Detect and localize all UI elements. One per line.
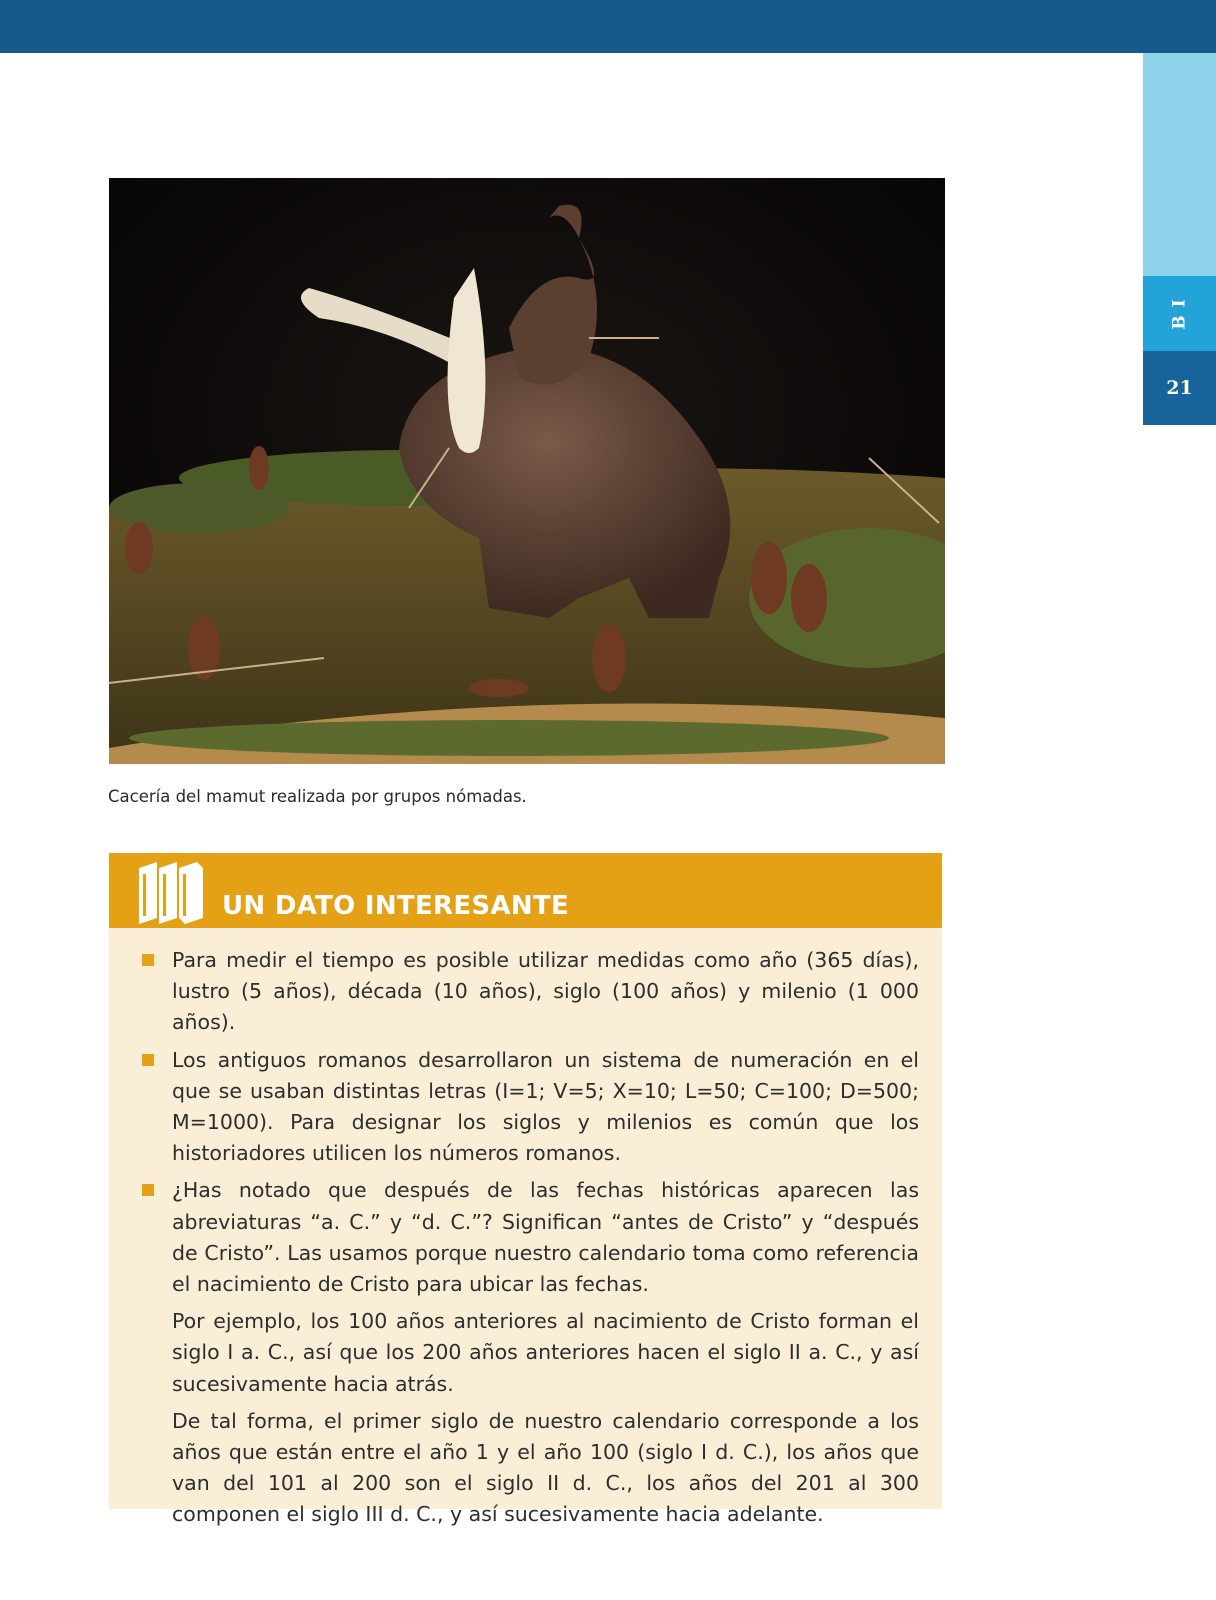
bullet-square-icon (142, 1054, 154, 1066)
mammoth-hunt-photo (109, 178, 945, 764)
photo-caption: Cacería del mamut realizada por grupos nómadas. (108, 787, 527, 806)
fact-title: UN DATO INTERESANTE (222, 891, 570, 921)
fact-box (109, 853, 942, 1527)
fact-item (172, 945, 919, 1039)
fact-item (172, 1175, 919, 1300)
block-label: B I (1169, 297, 1190, 330)
fact-paragraph: De tal forma, el primer siglo de nuestro calendario corresponde a los años que están entre el año 1 y el año 100 (siglo I d. C.), los años que van del 101 al 200 son el siglo II d. C., los años del 201 al 300 componen el siglo III d. C., y así sucesivamente hacia adelante. (172, 1408, 919, 1527)
fact-item-text: ¿Has notado que después de las fechas históricas aparecen las abreviaturas “a. C.” y “d. C.”? Significan “antes de Cristo” y “después de Cristo”. Las usamos porque nuestro calendario toma como referencia el nacimiento de Cristo para ubicar las fechas. (172, 1178, 919, 1297)
block-tab (1143, 276, 1216, 351)
bullet-square-icon (142, 954, 154, 966)
top-bar (0, 0, 1216, 53)
fact-paragraph: Por ejemplo, los 100 años anteriores al nacimiento de Cristo forman el siglo I a. C., así que los 200 años anteriores hacen el siglo II a. C., y así sucesivamente hacia atrás. (172, 1309, 919, 1396)
bullet-square-icon (142, 1184, 154, 1196)
side-tab-decoration (1143, 53, 1216, 276)
fact-item (172, 1045, 919, 1170)
fact-item-text: Los antiguos romanos desarrollaron un sistema de numeración en el que se usaban distintas letras (I=1; V=5; X=10; L=50; C=100; D=500; M=1000). Para designar los siglos y milenios es común que los historiadores utilicen los números romanos. (172, 1047, 919, 1166)
fact-item-text: Para medir el tiempo es posible utilizar medidas como año (365 días), lustro (5 años), década (10 años), siglo (100 años) y milenio (1 000 años). (172, 948, 919, 1035)
page-number-tab (1143, 351, 1216, 425)
fact-list (109, 945, 942, 1537)
books-icon (135, 858, 207, 928)
page-number: 21 (1166, 377, 1193, 399)
fact-header (109, 853, 942, 928)
